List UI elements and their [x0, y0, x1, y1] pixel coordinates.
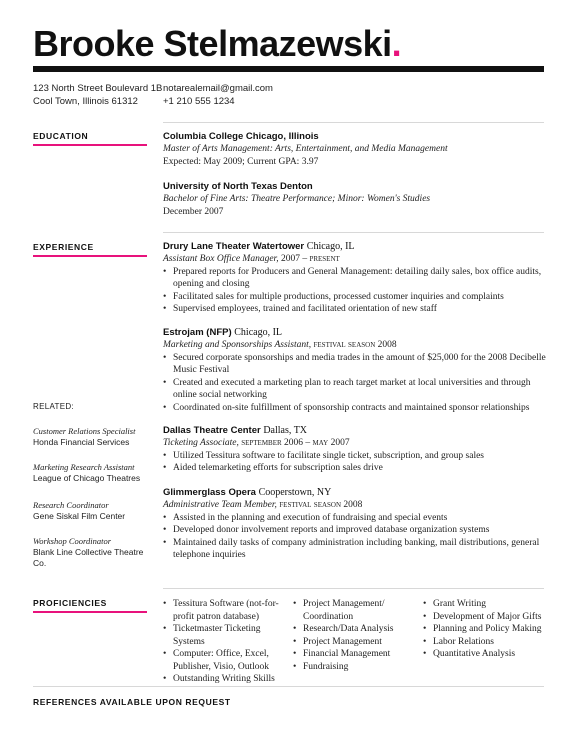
- proficiency-item: • Fundraising: [293, 661, 413, 674]
- proficiencies-column-2: [293, 598, 413, 673]
- job-role: Marketing and Sponsorships Assistant,: [163, 340, 312, 350]
- related-item: [33, 462, 158, 484]
- proficiencies-column-3: [423, 598, 548, 661]
- related-org: Gene Siskal Film Center: [33, 511, 126, 521]
- job-org: Glimmerglass Opera: [163, 487, 256, 498]
- school-name: University of North Texas Denton: [163, 181, 313, 192]
- education-heading: EDUCATION: [33, 131, 89, 141]
- proficiencies-heading: PROFICIENCIES: [33, 598, 107, 608]
- school-name: Columbia College Chicago, Illinois: [163, 131, 319, 142]
- proficiency-item: • Computer: Office, Excel, Publisher, Visio, Outlook: [163, 648, 288, 673]
- resume-name: Brooke Stelmazewski.: [33, 23, 402, 64]
- education-detail: Expected: May 2009; Current GPA: 3.97: [163, 156, 319, 167]
- job-bullet: • Coordinated on-site fulfillment of sponsorship contracts and maintained sponsor relationships: [163, 402, 548, 415]
- job-entry: [163, 240, 548, 316]
- address-line-1: 123 North Street Boulevard 1B: [33, 83, 163, 94]
- contact-block: [163, 82, 273, 108]
- related-item: [33, 536, 158, 569]
- references-divider: [33, 686, 544, 687]
- job-bullet: • Facilitated sales for multiple productions, processed customer inquiries and complaints: [163, 291, 548, 304]
- job-bullet: • Developed donor involvement reports and improved database organization systems: [163, 524, 548, 537]
- proficiency-item: • Quantitative Analysis: [423, 648, 548, 661]
- job-entry: [163, 424, 548, 475]
- related-role: Research Coordinator: [33, 500, 109, 510]
- related-item: [33, 500, 158, 522]
- job-location: Cooperstown, NY: [258, 487, 332, 498]
- proficiency-item: • Labor Relations: [423, 636, 548, 649]
- job-location: Chicago, IL: [306, 241, 355, 252]
- address-block: [33, 82, 162, 108]
- job-bullet: • Secured corporate sponsorships and media trades in the amount of $25,000 for the 2008 Decibelle Music Festival: [163, 352, 548, 377]
- proficiency-item: • Project Management: [293, 636, 413, 649]
- job-dates: festival season 2008: [313, 340, 397, 350]
- proficiency-item: • Planning and Policy Making: [423, 623, 548, 636]
- job-bullet: • Maintained daily tasks of company administration including banking, mail distributions, general telephone inquiries: [163, 537, 548, 562]
- proficiencies-column-1: [163, 598, 288, 686]
- header-rule: [33, 66, 544, 72]
- job-org: Estrojam (NFP): [163, 327, 232, 338]
- related-org: Honda Financial Services: [33, 437, 130, 447]
- proficiency-item: • Project Management/ Coordination: [293, 598, 413, 623]
- related-role: Workshop Coordinator: [33, 536, 112, 546]
- job-bullet: • Supervised employees, trained and facilitated orientation of new staff: [163, 303, 548, 316]
- job-bullet: • Created and executed a marketing plan to reach target market at local universities and through online social networking: [163, 377, 548, 402]
- related-org: Blank Line Collective Theatre Co.: [33, 547, 144, 568]
- address-line-2: Cool Town, Illinois 61312: [33, 96, 138, 107]
- job-org: Drury Lane Theater Watertower: [163, 241, 305, 252]
- job-role: Assistant Box Office Manager,: [163, 254, 279, 264]
- proficiencies-underline: [33, 611, 147, 613]
- proficiency-item: • Grant Writing: [423, 598, 548, 611]
- job-bullet: • Aided telemarketing efforts for subscription sales drive: [163, 462, 548, 475]
- job-bullet: • Assisted in the planning and execution of fundraising and special events: [163, 512, 548, 525]
- education-divider: [163, 122, 544, 123]
- related-item: [33, 426, 158, 448]
- job-role: Administrative Team Member,: [163, 500, 277, 510]
- related-heading: RELATED:: [33, 402, 74, 411]
- job-dates: 2007 – present: [280, 254, 340, 264]
- job-location: Dallas, TX: [263, 425, 308, 436]
- proficiency-item: • Financial Management: [293, 648, 413, 661]
- phone-text: +1 210 555 1234: [163, 96, 235, 107]
- education-item: [163, 180, 548, 218]
- experience-heading: EXPERIENCE: [33, 242, 94, 252]
- degree: Bachelor of Fine Arts: Theatre Performance; Minor: Women's Studies: [163, 194, 431, 204]
- proficiency-item: • Tessitura Software (not-for-profit patron database): [163, 598, 288, 623]
- job-dates: september 2006 – may 2007: [241, 438, 350, 448]
- job-role: Ticketing Associate,: [163, 438, 239, 448]
- job-entry: [163, 486, 548, 562]
- job-location: Chicago, IL: [234, 327, 283, 338]
- job-bullet: • Prepared reports for Producers and General Management: detailing daily sales, box office audits, opening and closing: [163, 266, 548, 291]
- job-entry: [163, 326, 548, 414]
- related-role: Customer Relations Specialist: [33, 426, 136, 436]
- education-detail: December 2007: [163, 206, 224, 217]
- email-text: notarealemail@gmail.com: [163, 83, 273, 94]
- education-item: [163, 130, 548, 168]
- experience-divider: [163, 232, 544, 233]
- job-bullet: • Utilized Tessitura software to facilitate single ticket, subscription, and group sales: [163, 450, 548, 463]
- proficiencies-divider: [163, 588, 544, 589]
- proficiency-item: • Ticketmaster Ticketing Systems: [163, 623, 288, 648]
- proficiency-item: • Outstanding Writing Skills: [163, 673, 288, 686]
- references-note: REFERENCES AVAILABLE UPON REQUEST: [33, 697, 231, 707]
- experience-underline: [33, 255, 147, 257]
- proficiency-item: • Development of Major Gifts: [423, 611, 548, 624]
- proficiency-item: • Research/Data Analysis: [293, 623, 413, 636]
- degree: Master of Arts Management: Arts, Entertainment, and Media Management: [163, 144, 448, 154]
- job-dates: festival season 2008: [279, 500, 363, 510]
- related-org: League of Chicago Theatres: [33, 473, 141, 483]
- education-underline: [33, 144, 147, 146]
- job-org: Dallas Theatre Center: [163, 425, 261, 436]
- related-role: Marketing Research Assistant: [33, 462, 135, 472]
